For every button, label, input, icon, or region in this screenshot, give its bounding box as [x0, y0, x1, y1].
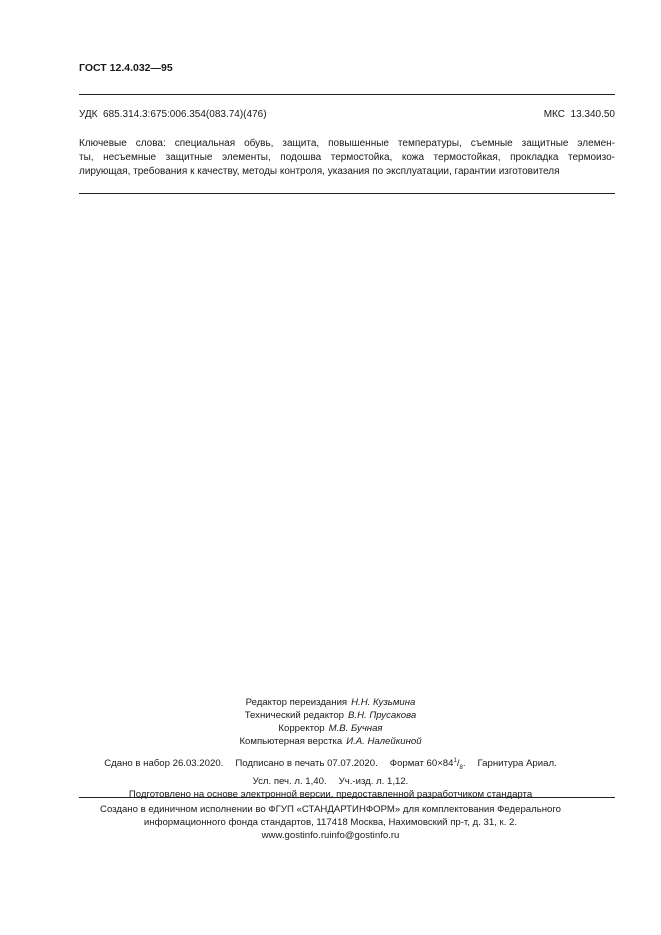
footer-line: информационного фонда стандартов, 117418 Москва, Нахимовский пр-т, д. 31, к. 2.: [143, 817, 518, 828]
credit-tech-editor: [0, 709, 661, 722]
footer-divider: [79, 797, 615, 798]
mks-code: МКС 13.340.50: [543, 109, 615, 120]
credit-name: М.В. Бучная: [328, 723, 383, 734]
paper-format: Формат $60\times 84^1/_8$.: [389, 758, 466, 772]
publisher-sheets: Уч.-изд. л. 1,12.: [338, 776, 409, 788]
credit-name: Н.Н. Кузьмина: [351, 697, 416, 708]
credit-layout: [0, 735, 661, 748]
keywords-block: [79, 137, 615, 179]
footer-contacts: [0, 829, 661, 842]
printed-sheets: Усл. печ. л. 1,40.: [252, 776, 327, 788]
credit-role: Корректор: [278, 723, 325, 734]
keywords-divider: [79, 193, 615, 194]
signed-date: Подписано в печать 07.07.2020.: [235, 758, 378, 770]
typeface: Гарнитура Ариал.: [477, 758, 557, 770]
publication-line-2: [0, 775, 661, 788]
keywords-line: ты, несъемные защитные элементы, подошва термостойка, кожа термостойкая, прокладка термоизо-: [79, 152, 615, 163]
credit-role: Компьютерная верстка: [239, 736, 343, 747]
keywords-line: лирующая, требования к качеству, методы контроля, указания по эксплуатации, гарантии изготовителя: [79, 166, 560, 177]
submitted-date: Сдано в набор 26.03.2020.: [104, 758, 224, 770]
credit-editor: [0, 696, 661, 709]
credit-name: И.А. Налейкиной: [346, 736, 422, 747]
credit-role: Редактор переиздания: [245, 697, 348, 708]
top-divider: [79, 94, 615, 95]
credit-proofreader: [0, 722, 661, 735]
website-link[interactable]: www.gostinfo.ru: [261, 830, 330, 841]
email-link[interactable]: info@gostinfo.ru: [329, 830, 400, 841]
footer-block: [0, 803, 661, 842]
publication-info: [0, 755, 661, 801]
standard-code: ГОСТ 12.4.032—95: [79, 62, 173, 74]
credits-block: [0, 696, 661, 748]
prepared-note: Подготовлено на основе электронной версии, предоставленной разработчиком стандарта: [128, 789, 533, 801]
footer-line: Создано в единичном исполнении во ФГУП «СТАНДАРТИНФОРМ» для комплектования Федерального: [100, 804, 561, 815]
keywords-line: Ключевые слова: специальная обувь, защита, повышенные температуры, съемные защитные элемен-: [79, 138, 615, 149]
publication-line-1: [0, 755, 661, 775]
credit-name: В.Н. Прусакова: [348, 710, 417, 721]
credit-role: Технический редактор: [244, 710, 345, 721]
udk-code: УДК 685.314.3:675:006.354(083.74)(476): [79, 109, 267, 120]
